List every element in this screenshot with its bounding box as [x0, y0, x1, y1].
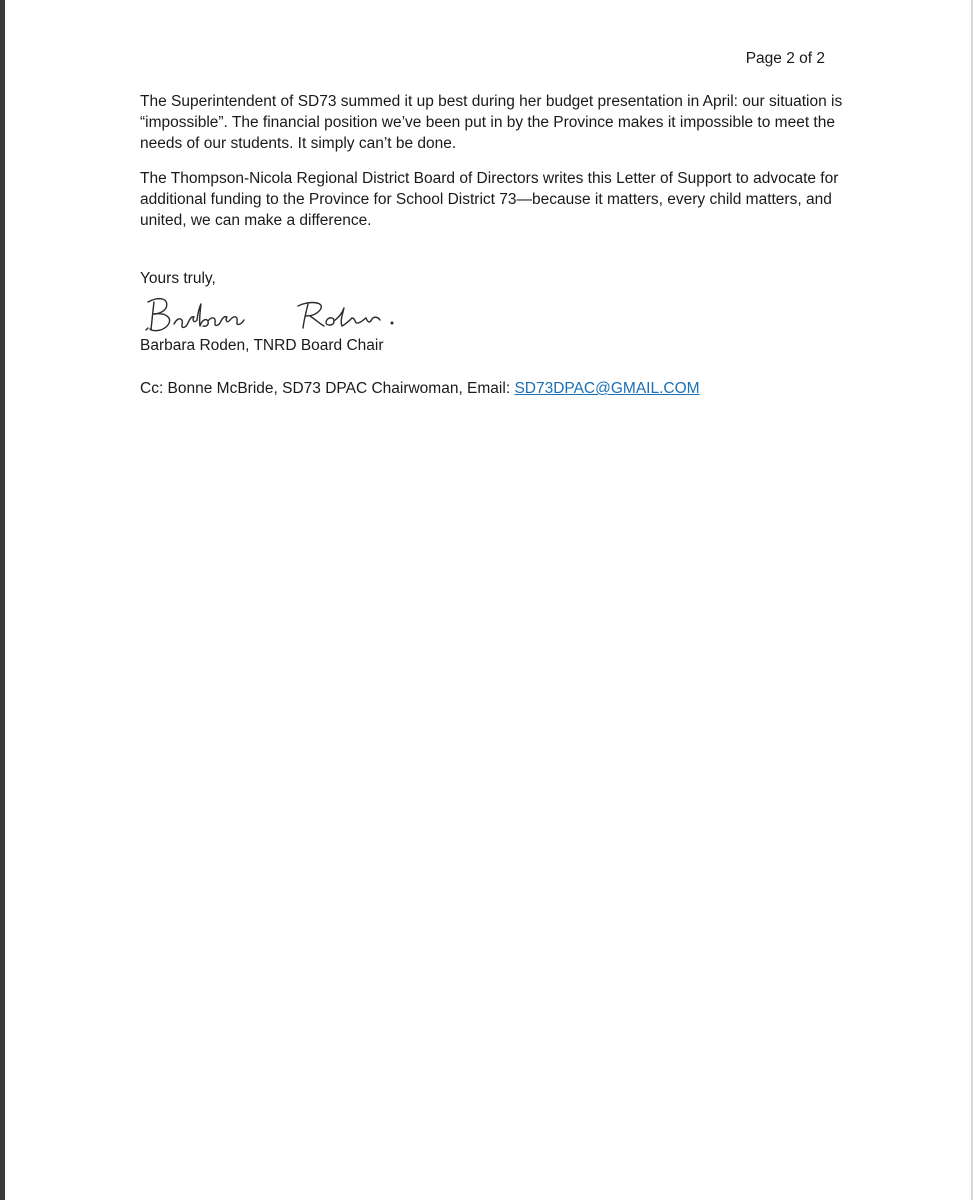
handwritten-signature [140, 290, 420, 338]
closing-salutation: Yours truly, [140, 270, 216, 287]
cc-line [140, 378, 700, 399]
page-number: Page 2 of 2 [745, 50, 825, 67]
signer-name-title: Barbara Roden, TNRD Board Chair [140, 337, 384, 354]
cc-email-link[interactable]: SD73DPAC@GMAIL.COM [514, 380, 700, 397]
body-paragraph-2: The Thompson-Nicola Regional District Board of Directors writes this Letter of Support to advocate for additional funding to the Province for School District 73—because it matters, every child matters, and united, we can make a difference. [140, 170, 839, 229]
page-left-border [0, 0, 5, 1200]
body-paragraph-1: The Superintendent of SD73 summed it up best during her budget presentation in April: our situation is “impossible”. The financial position we’ve been put in by the Province makes it impossible to meet the needs of our students. It simply can’t be done. [140, 93, 843, 152]
cc-text: Cc: Bonne McBride, SD73 DPAC Chairwoman, Email: [140, 380, 515, 397]
